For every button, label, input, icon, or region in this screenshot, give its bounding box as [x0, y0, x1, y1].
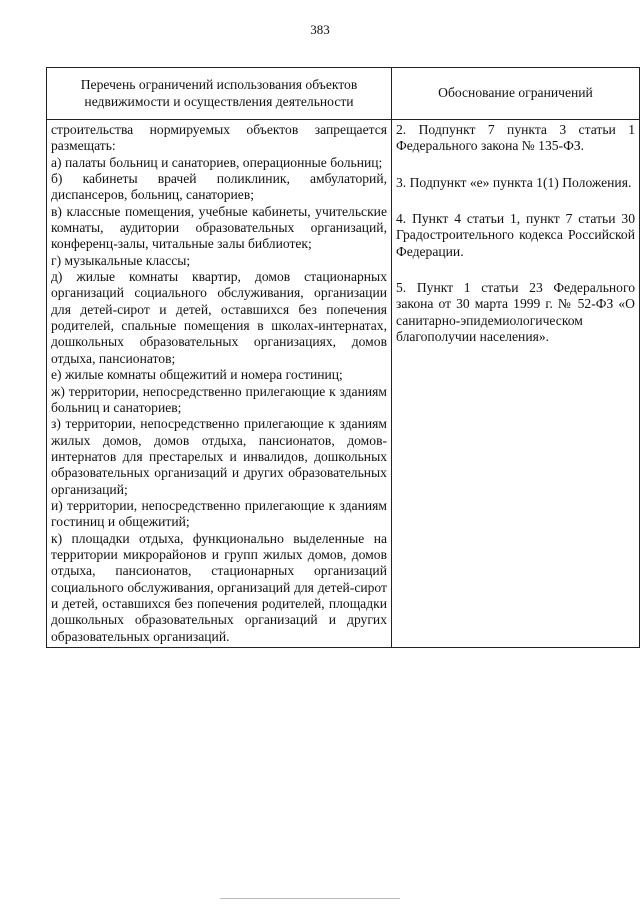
spacer: [396, 191, 635, 211]
restriction-item-g: [51, 253, 387, 269]
text-line: пансионатов;: [98, 350, 176, 366]
text-line: площадки дошкольных образовательных: [51, 595, 387, 628]
text-line: д) жилые комнаты квартир, домов стационарных: [51, 269, 387, 285]
text-line: диспансеров, больниц, санаториев;: [51, 187, 255, 203]
text-line: детей, оставшихся без попечения родителей,: [62, 595, 325, 611]
justification-cell: [392, 120, 640, 648]
spacer: [396, 260, 635, 280]
text-line: больниц;: [330, 154, 383, 170]
text-line: зданиям гостиниц и общежитий;: [51, 497, 387, 530]
spacer: [396, 155, 635, 175]
text-line: организаций и других образовательных: [51, 612, 388, 644]
justification-item-3: 3. Подпункт «е» пункта 1(1) Положения.: [396, 174, 632, 190]
text-line: читальные залы библиотек;: [151, 236, 312, 252]
text-line: организаций социального обслуживания,: [51, 285, 304, 301]
text-line: зданиям больниц и санаториев;: [51, 383, 387, 415]
text-line: запрещается размещать:: [51, 122, 387, 154]
text-line: на территории микрорайонов и групп жилых: [51, 530, 387, 562]
restriction-item-i: [51, 498, 387, 531]
text-line: образовательных организациях, домов отдыха,: [51, 334, 387, 366]
justification-item-2: 2. Подпункт 7 пункта 3 статьи 1 Федерального закона № 135-ФЗ.: [396, 122, 635, 154]
text-line: к) площадки отдыха, функционально выделенные: [51, 530, 365, 546]
text-line: образовательных организаций, конференц-залы,: [51, 220, 387, 252]
header-justification: Обоснование ограничений: [392, 68, 640, 120]
text-line: строительства нормируемых объектов: [51, 122, 299, 137]
restriction-item-k: [51, 531, 387, 645]
text-line: ж) территории, непосредственно прилегающие к: [51, 383, 336, 399]
text-line: зданиям жилых домов, домов отдыха,: [51, 416, 387, 448]
text-line: и) территории, непосредственно прилегающие к: [51, 497, 336, 513]
text-line: организаций и других образовательных: [154, 465, 387, 481]
table-header-row: [47, 68, 640, 120]
restrictions-cell: [47, 120, 392, 648]
justification-item-4: 4. Пункт 4 статьи 1, пункт 7 статьи 30 Градостроительного кодекса Российской Федерации.: [396, 211, 635, 259]
text-line: б) кабинеты врачей поликлиник, амбулаторий,: [51, 171, 387, 187]
restrictions-table: [46, 67, 640, 648]
text-line: без попечения родителей, спальные помещения в: [51, 301, 387, 334]
text-line: пансионатов, домов-интернатов для престарелых: [51, 432, 388, 464]
page-number: 383: [310, 22, 330, 37]
restriction-item-z: [51, 416, 387, 498]
text-line: и инвалидов, дошкольных образовательных: [51, 448, 387, 481]
restriction-item-zh: [51, 384, 387, 417]
text-line: гостиниц;: [285, 367, 343, 383]
text-line: организаций;: [51, 481, 128, 497]
text-line: з) территории, непосредственно прилегающие к: [51, 416, 335, 432]
restriction-intro: [51, 122, 387, 155]
text-line: г) музыкальные классы;: [51, 252, 191, 268]
table-body-row: [47, 120, 640, 648]
text-line: школах-интернатах, дошкольных: [51, 318, 387, 350]
text-line: обслуживания, организаций для детей-сирот и: [51, 579, 387, 611]
restriction-item-d: [51, 269, 387, 367]
text-line: е) жилые комнаты общежитий и номера: [51, 367, 283, 383]
restriction-item-v: [51, 204, 387, 253]
scan-edge-line: [220, 898, 400, 899]
text-line: организации для детей-сирот и детей, оставшихся: [51, 285, 387, 317]
text-line: в) классные помещения, учебные кабинеты,: [51, 203, 311, 219]
restriction-item-b: [51, 171, 387, 204]
text-line: домов, домов отдыха, пансионатов,: [51, 546, 387, 579]
header-restrictions: Перечень ограничений использования объектов недвижимости и осуществления деятельности: [47, 68, 392, 120]
text-line: организаций.: [153, 628, 230, 644]
text-line: учительские комнаты, аудитории: [51, 203, 387, 236]
justification-item-5: 5. Пункт 1 статьи 23 Федерального закона от 30 марта 1999 г. № 52-ФЗ «О санитарно-эпидемиологическом благополучии населения».: [396, 280, 635, 345]
text-line: а) палаты больниц и санаториев, операционные: [51, 154, 327, 170]
restriction-item-a: [51, 155, 387, 171]
text-line: стационарных организаций социального: [51, 563, 387, 595]
restriction-item-e: [51, 367, 387, 383]
